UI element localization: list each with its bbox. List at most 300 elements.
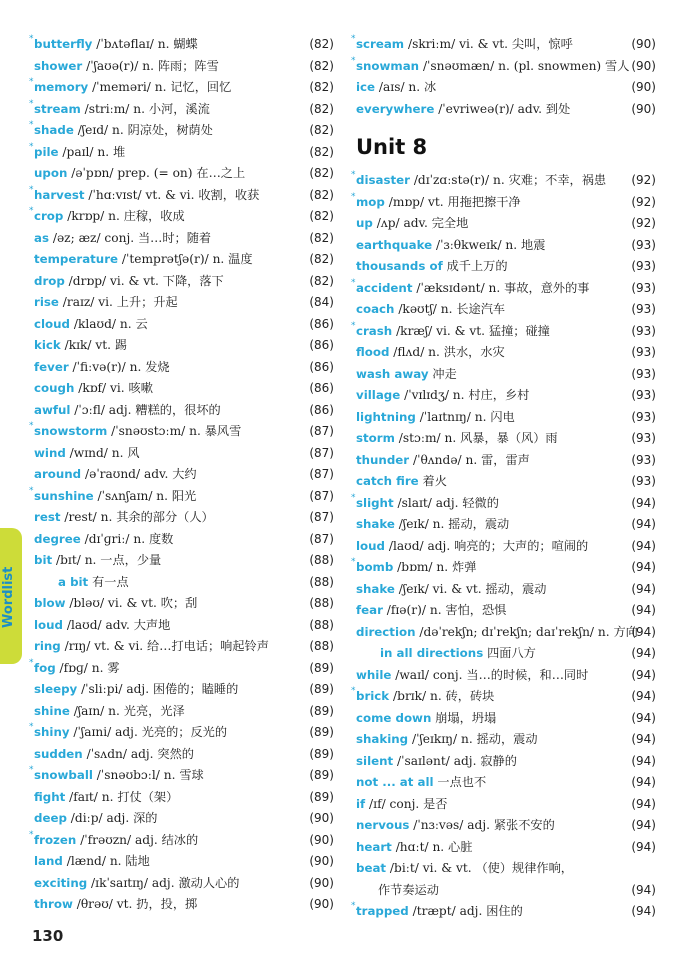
- entry-headword: snowman: [356, 58, 420, 73]
- entry-definition: /diːp/ adj. 深的: [66, 811, 158, 825]
- entry-definition: /ˈsʌdn/ adj. 突然的: [82, 746, 194, 761]
- entry-definition: /ˈnɜːvəs/ adj. 紧张不安的: [409, 818, 555, 832]
- entry-definition: /flʌd/ n. 洪水，水灾: [389, 345, 505, 359]
- entry-headword: disaster: [356, 173, 410, 187]
- entry-definition: /kɒf/ vi. 咳嗽: [74, 381, 153, 395]
- entry-definition: /ˈʃaʊə(r)/ n. 阵雨；阵雪: [82, 58, 219, 73]
- entry-page-ref: (90): [309, 897, 334, 911]
- entry-headword: shake: [356, 581, 395, 596]
- wordlist-entry: [29, 722, 334, 744]
- key-word-star-icon: *: [29, 765, 34, 775]
- entry-definition: /klaʊd/ n. 云: [69, 316, 148, 331]
- entry-headword: rise: [34, 295, 59, 309]
- wordlist-entry: [356, 665, 656, 687]
- entry-headword: shaking: [356, 732, 409, 746]
- wordlist-entry: [34, 228, 334, 250]
- entry-page-ref: (93): [631, 474, 656, 488]
- wordlist-entry: [34, 615, 334, 637]
- entry-page-ref: (93): [631, 280, 656, 295]
- wordlist-entry: [29, 206, 334, 228]
- wordlist-entry: [34, 357, 334, 379]
- entry-headword: if: [356, 796, 366, 811]
- entry-definition: /ʃeɪd/ n. 阴凉处，树荫处: [73, 123, 213, 137]
- entry-definition: /ˈsnəʊstɔːm/ n. 暴风雪: [107, 424, 242, 438]
- entry-headword: heart: [356, 839, 392, 854]
- wordlist-entry: [356, 407, 656, 429]
- entry-headword: flood: [356, 345, 390, 359]
- entry-headword: butterfly: [34, 37, 93, 51]
- wordlist-entry: [351, 492, 656, 515]
- entry-definition: /ˈmeməri/ n. 记忆，回忆: [88, 80, 232, 94]
- wordlist-entry: [351, 34, 656, 56]
- key-word-star-icon: *: [351, 492, 356, 503]
- entry-headword: thunder: [356, 452, 410, 467]
- entry-page-ref: (82): [309, 144, 334, 159]
- entry-page-ref: (90): [309, 811, 334, 825]
- wordlist-entry: [356, 772, 656, 794]
- side-tab-label: Wordlist: [1, 566, 16, 628]
- wordlist-entry: [356, 815, 656, 837]
- entry-definition: /bɪt/ n. 一点，少量: [52, 553, 162, 567]
- entry-headword: exciting: [34, 875, 88, 890]
- wordlist-entry: [29, 34, 334, 56]
- entry-definition: /θrəʊ/ vt. 扔，投，掷: [72, 897, 198, 911]
- wordlist-entry: [34, 292, 334, 314]
- entry-headword: shine: [34, 703, 70, 718]
- key-word-star-icon: *: [351, 901, 356, 911]
- entry-definition: /ʃaɪn/ n. 光亮，光泽: [69, 703, 185, 718]
- entry-page-ref: (87): [309, 424, 334, 438]
- entry-page-ref: (86): [309, 381, 334, 395]
- wordlist-entry: [34, 744, 334, 766]
- key-word-star-icon: *: [29, 34, 34, 44]
- entry-definition: /fɒɡ/ n. 雾: [55, 660, 120, 675]
- key-word-star-icon: *: [29, 722, 34, 732]
- wordlist-entry: [356, 837, 656, 859]
- key-word-star-icon: *: [29, 657, 34, 668]
- wordlist-entry: [351, 320, 656, 343]
- entry-page-ref: (92): [631, 216, 656, 230]
- entry-page-ref: (92): [631, 194, 656, 209]
- wordlist-entry: [34, 851, 334, 873]
- entry-definition: /mɒp/ vt. 用拖把擦干净: [384, 194, 521, 209]
- left-column: [29, 34, 334, 916]
- entry-headword: everywhere: [356, 101, 435, 116]
- entry-definition: /ɪf/ conj. 是否: [365, 796, 448, 811]
- entry-headword: blow: [34, 596, 66, 610]
- entry-definition: /fɪə(r)/ n. 害怕，恐惧: [382, 603, 507, 617]
- entry-definition: 有一点: [88, 574, 129, 589]
- entry-headword: land: [34, 854, 63, 868]
- entry-definition: /bləʊ/ vi. & vt. 吹；刮: [65, 596, 198, 610]
- entry-definition: /dɪˈzɑːstə(r)/ n. 灾难；不幸，祸患: [409, 173, 607, 187]
- key-word-star-icon: *: [351, 191, 356, 202]
- entry-page-ref: (94): [631, 603, 656, 617]
- wordlist-entry: [356, 342, 656, 364]
- entry-headword: stream: [34, 101, 81, 116]
- entry-headword: nervous: [356, 818, 410, 832]
- entry-page-ref: (93): [631, 409, 656, 424]
- entry-page-ref: (82): [309, 37, 334, 51]
- entry-page-ref: (94): [631, 560, 656, 574]
- entry-definition: 崩塌，坍塌: [431, 710, 497, 725]
- entry-definition: 着火: [418, 474, 447, 488]
- entry-page-ref: (82): [309, 252, 334, 266]
- entry-headword: earthquake: [356, 237, 433, 252]
- entry-headword: a bit: [58, 574, 89, 589]
- entry-page-ref: (86): [309, 316, 334, 331]
- wordlist-entry: [356, 450, 656, 472]
- entry-definition: /raɪz/ vi. 上升；升起: [58, 295, 178, 309]
- entry-definition: /ˈbʌtəflaɪ/ n. 蝴蝶: [92, 37, 198, 51]
- entry-headword: fear: [356, 603, 383, 617]
- entry-page-ref: (94): [631, 818, 656, 832]
- entry-definition: /træpt/ adj. 困住的: [408, 904, 523, 918]
- entry-headword: kick: [34, 338, 61, 352]
- entry-headword: upon: [34, 166, 68, 180]
- entry-definition: 冲走: [428, 366, 457, 381]
- entry-headword: accident: [356, 280, 413, 295]
- entry-page-ref: (94): [631, 581, 656, 596]
- entry-definition: /slaɪt/ adj. 轻微的: [393, 495, 499, 510]
- entry-headword: cloud: [34, 316, 70, 331]
- wordlist-entry: [34, 701, 334, 723]
- entry-headword: bit: [34, 553, 53, 567]
- entry-page-ref: (89): [309, 768, 334, 782]
- entry-definition: /ˈʃeɪkɪŋ/ n. 摇动，震动: [408, 732, 538, 746]
- entry-definition: /ˈsʌnʃaɪn/ n. 阳光: [93, 488, 197, 503]
- entry-headword: shake: [356, 517, 395, 531]
- entry-definition: /striːm/ n. 小河，溪流: [80, 101, 210, 116]
- wordlist-entry: [34, 507, 334, 529]
- entry-headword: rest: [34, 510, 61, 524]
- entry-definition: /aɪs/ n. 冰: [375, 80, 437, 94]
- entry-definition: /dɪˈɡriː/ n. 度数: [80, 531, 174, 546]
- wordlist-entry: [29, 485, 334, 508]
- entry-definition: /ˈtemprətʃə(r)/ n. 温度: [118, 252, 253, 266]
- entry-headword: direction: [356, 624, 416, 639]
- entry-definition: /əˈraʊnd/ adv. 大约: [81, 467, 197, 481]
- entry-headword: coach: [356, 302, 395, 316]
- entry-page-ref: (94): [631, 796, 656, 811]
- entry-page-ref: (88): [309, 553, 334, 567]
- wordlist-entry: [356, 536, 656, 558]
- entry-headword: ring: [34, 639, 61, 653]
- wordlist-entry: [356, 579, 656, 601]
- wordlist-entry: [34, 636, 334, 658]
- key-word-star-icon: *: [29, 98, 34, 109]
- key-word-star-icon: *: [29, 184, 34, 195]
- entry-headword: not ... at all: [356, 775, 434, 789]
- wordlist-entry: [34, 873, 334, 895]
- right-column-top-entries: [351, 34, 656, 120]
- entry-page-ref: (90): [631, 101, 656, 116]
- wordlist-entry: [356, 213, 656, 235]
- wordlist-entry: [29, 829, 334, 852]
- entry-headword: fight: [34, 789, 66, 804]
- entry-page-ref: (82): [309, 123, 334, 137]
- entry-page-ref: (93): [631, 259, 656, 273]
- entry-headword: snowball: [34, 768, 93, 782]
- entry-headword: cough: [34, 381, 75, 395]
- entry-page-ref: (90): [631, 37, 656, 51]
- entry-definition: /ˈsnəʊmæn/ n. (pl. snowmen) 雪人: [419, 58, 630, 73]
- entry-page-ref: (93): [631, 431, 656, 445]
- entry-headword: around: [34, 467, 82, 481]
- entry-headword: frozen: [34, 832, 77, 847]
- wordlist-entry: [356, 99, 656, 121]
- entry-page-ref: (90): [309, 875, 334, 890]
- wordlist-entry: [34, 271, 334, 293]
- entry-page-ref: (84): [309, 295, 334, 309]
- wordlist-entry: [34, 529, 334, 551]
- key-word-star-icon: *: [351, 686, 356, 696]
- entry-definition: /ˈvɪlɪdʒ/ n. 村庄，乡村: [400, 388, 530, 402]
- entry-definition: /skriːm/ vi. & vt. 尖叫，惊呼: [404, 37, 573, 51]
- entry-page-ref: (82): [309, 187, 334, 202]
- entry-headword: drop: [34, 273, 65, 288]
- entry-definition: /ˈɔːfl/ adj. 糟糕的，很坏的: [70, 402, 221, 417]
- wordlist-entry: [356, 729, 656, 751]
- entry-headword: scream: [356, 37, 405, 51]
- entry-page-ref: (90): [631, 80, 656, 94]
- wordlist-entry: [34, 550, 334, 572]
- entry-page-ref: (93): [631, 452, 656, 467]
- entry-definition: /ˈfrəʊzn/ adj. 结冰的: [76, 832, 199, 847]
- wordlist-entry: [351, 191, 656, 214]
- wordlist-entry: [34, 314, 334, 336]
- wordlist-entry: [34, 593, 334, 615]
- entry-page-ref: (92): [631, 173, 656, 187]
- entry-headword: fever: [34, 359, 69, 374]
- wordlist-entry: [356, 622, 656, 644]
- wordlist-entry: [351, 901, 656, 923]
- wordlist-entry: [351, 277, 656, 300]
- entry-headword: throw: [34, 897, 73, 911]
- entry-headword: bomb: [356, 560, 394, 574]
- entry-page-ref: (94): [631, 538, 656, 553]
- entry-definition: /ˈsnəʊbɔːl/ n. 雪球: [92, 768, 204, 782]
- key-word-star-icon: *: [29, 421, 34, 431]
- wordlist-entry: [356, 514, 656, 536]
- entry-headword: brick: [356, 689, 390, 703]
- entry-definition: /ˈfiːvə(r)/ n. 发烧: [68, 359, 170, 374]
- entry-headword: up: [356, 216, 373, 230]
- key-word-star-icon: *: [351, 320, 356, 331]
- entry-headword: wash away: [356, 366, 429, 381]
- wordlist-entry: [356, 299, 656, 321]
- entry-page-ref: (87): [309, 531, 334, 546]
- key-word-star-icon: *: [351, 277, 356, 288]
- entry-headword: crash: [356, 323, 393, 338]
- entry-page-ref: (94): [631, 624, 656, 639]
- entry-page-ref: (82): [309, 58, 334, 73]
- entry-headword: deep: [34, 811, 67, 825]
- entry-definition: /ˈevriweə(r)/ adv. 到处: [434, 101, 571, 116]
- entry-page-ref: (94): [631, 710, 656, 725]
- entry-page-ref: (94): [631, 839, 656, 854]
- wordlist-entry: [34, 572, 334, 594]
- entry-page-ref: (87): [309, 488, 334, 503]
- wordlist-entry: [29, 120, 334, 142]
- entry-page-ref: (94): [631, 689, 656, 703]
- entry-definition: /ˈsaɪlənt/ adj. 寂静的: [393, 753, 517, 768]
- wordlist-entry: [34, 400, 334, 422]
- key-word-star-icon: *: [351, 170, 356, 180]
- entry-page-ref: (89): [309, 682, 334, 696]
- entry-page-ref: (90): [309, 832, 334, 847]
- entry-definition: /rest/ n. 其余的部分（人）: [60, 510, 214, 524]
- wordlist-entry: [356, 880, 656, 902]
- entry-page-ref: (94): [631, 732, 656, 746]
- entry-definition: 四面八方: [483, 646, 536, 660]
- entry-headword: degree: [34, 531, 81, 546]
- entry-page-ref: (82): [309, 166, 334, 180]
- entry-page-ref: (93): [631, 302, 656, 316]
- entry-page-ref: (93): [631, 366, 656, 381]
- entry-headword: ice: [356, 80, 376, 94]
- wordlist-entry: [356, 643, 656, 665]
- entry-page-ref: (90): [631, 58, 656, 73]
- wordlist-entry: [356, 751, 656, 773]
- entry-headword: pile: [34, 144, 59, 159]
- entry-definition: /waɪl/ conj. 当…的时候，和…同时: [391, 667, 589, 682]
- entry-headword: mop: [356, 194, 385, 209]
- wordlist-entry: [34, 335, 334, 357]
- entry-page-ref: (88): [309, 617, 334, 632]
- entry-definition: /rɪŋ/ vt. & vi. 给…打电话；响起铃声: [60, 639, 269, 653]
- entry-definition: /biːt/ vi. & vt. （使）规律作响，: [386, 861, 573, 875]
- entry-headword: snowstorm: [34, 424, 108, 438]
- wordlist-entry: [29, 657, 334, 680]
- wordlist-entry: [29, 141, 334, 164]
- entry-headword: shiny: [34, 725, 70, 739]
- wordlist-entry: [351, 170, 656, 192]
- wordlist-entry: [34, 378, 334, 400]
- wordlist-entry: [34, 808, 334, 830]
- entry-page-ref: (87): [309, 510, 334, 524]
- wordlist-entry: [356, 794, 656, 816]
- entry-page-ref: (94): [631, 517, 656, 531]
- entry-definition: /kəʊtʃ/ n. 长途汽车: [394, 302, 506, 316]
- entry-page-ref: (82): [309, 80, 334, 94]
- wordlist-entry: [356, 256, 656, 278]
- wordlist-entry: [356, 385, 656, 407]
- entry-page-ref: (89): [309, 725, 334, 739]
- entry-page-ref: (94): [631, 667, 656, 682]
- entry-headword: catch fire: [356, 474, 419, 488]
- unit-8-entries: [351, 170, 656, 923]
- wordlist-entry: [34, 787, 334, 809]
- entry-definition: /ˈlaɪtnɪŋ/ n. 闪电: [415, 409, 515, 424]
- wordlist-entry: [34, 464, 334, 486]
- wordlist-entry: [34, 163, 334, 185]
- entry-page-ref: (88): [309, 639, 334, 653]
- entry-page-ref: (93): [631, 237, 656, 252]
- entry-definition: /kræʃ/ vi. & vt. 猛撞；碰撞: [392, 323, 550, 338]
- wordlist-entry: [356, 471, 656, 493]
- entry-page-ref: (86): [309, 338, 334, 352]
- entry-definition: /ˈæksɪdənt/ n. 事故，意外的事: [412, 280, 590, 295]
- entry-definition: 成千上万的: [442, 259, 508, 273]
- wordlist-entry: [29, 421, 334, 443]
- entry-definition: /ˈhɑːvɪst/ vt. & vi. 收割，收获: [84, 187, 260, 202]
- entry-headword: shower: [34, 58, 83, 73]
- entry-definition: /ʃeɪk/ vi. & vt. 摇动，震动: [394, 581, 547, 596]
- wordlist-entry: [34, 679, 334, 701]
- wordlist-entry: [351, 557, 656, 579]
- entry-page-ref: (89): [309, 746, 334, 761]
- entry-definition: /kɪk/ vt. 踢: [60, 338, 128, 352]
- entry-headword: in all directions: [380, 646, 484, 660]
- entry-definition: /ˈɜːθkweɪk/ n. 地震: [432, 237, 546, 252]
- entry-headword: fog: [34, 660, 56, 675]
- unit-heading: Unit 8: [356, 135, 428, 159]
- entry-headword: while: [356, 667, 392, 682]
- entry-definition: /hɑːt/ n. 心脏: [391, 839, 473, 854]
- entry-page-ref: (82): [309, 101, 334, 116]
- entry-headword: come down: [356, 710, 432, 725]
- entry-page-ref: (94): [631, 904, 656, 918]
- entry-definition: /brɪk/ n. 砖，砖块: [389, 689, 495, 703]
- entry-headword: beat: [356, 861, 387, 875]
- entry-page-ref: (93): [631, 345, 656, 359]
- entry-page-ref: (94): [631, 495, 656, 510]
- entry-definition: /drɒp/ vi. & vt. 下降，落下: [64, 273, 224, 288]
- entry-headword: temperature: [34, 252, 119, 266]
- key-word-star-icon: *: [29, 120, 34, 130]
- entry-definition: /laʊd/ adv. 大声地: [63, 617, 171, 632]
- entry-headword: sunshine: [34, 488, 94, 503]
- entry-page-ref: (93): [631, 388, 656, 402]
- key-word-star-icon: *: [29, 206, 34, 216]
- entry-definition: /lænd/ n. 陆地: [62, 854, 150, 868]
- entry-definition: /ʌp/ adv. 完全地: [372, 216, 469, 230]
- entry-definition: /dəˈrekʃn; dɪˈrekʃn; daɪˈrekʃn/ n. 方向: [415, 624, 638, 639]
- entry-definition: /stɔːm/ n. 风暴，暴（风）雨: [394, 431, 558, 445]
- key-word-star-icon: *: [29, 141, 34, 152]
- entry-headword: shade: [34, 123, 74, 137]
- entry-page-ref: (87): [309, 467, 334, 481]
- entry-headword: slight: [356, 495, 394, 510]
- entry-definition: /faɪt/ n. 打仗（架）: [65, 789, 179, 804]
- wordlist-entry: [29, 77, 334, 99]
- key-word-star-icon: *: [29, 829, 34, 840]
- wordlist-entry: [356, 428, 656, 450]
- entry-definition: 作节奏运动: [378, 882, 439, 897]
- entry-page-ref: (88): [309, 596, 334, 610]
- entry-definition: /krɒp/ n. 庄稼，收成: [63, 209, 185, 223]
- entry-headword: sleepy: [34, 682, 78, 696]
- entry-page-ref: (94): [631, 753, 656, 768]
- entry-page-ref: (86): [309, 359, 334, 374]
- entry-page-ref: (89): [309, 660, 334, 675]
- wordlist-side-tab: [0, 528, 22, 664]
- entry-page-ref: (89): [309, 789, 334, 804]
- key-word-star-icon: *: [29, 77, 34, 87]
- wordlist-entry: [356, 600, 656, 622]
- entry-definition: /wɪnd/ n. 风: [65, 445, 140, 460]
- entry-definition: /ʃeɪk/ n. 摇动，震动: [394, 517, 510, 531]
- right-column: [351, 34, 656, 923]
- entry-page-ref: (90): [309, 854, 334, 868]
- entry-headword: awful: [34, 402, 71, 417]
- entry-page-ref: (86): [309, 402, 334, 417]
- wordlist-entry: [356, 708, 656, 730]
- entry-headword: trapped: [356, 904, 409, 918]
- wordlist-entry: [356, 858, 656, 880]
- wordlist-entry: [351, 686, 656, 708]
